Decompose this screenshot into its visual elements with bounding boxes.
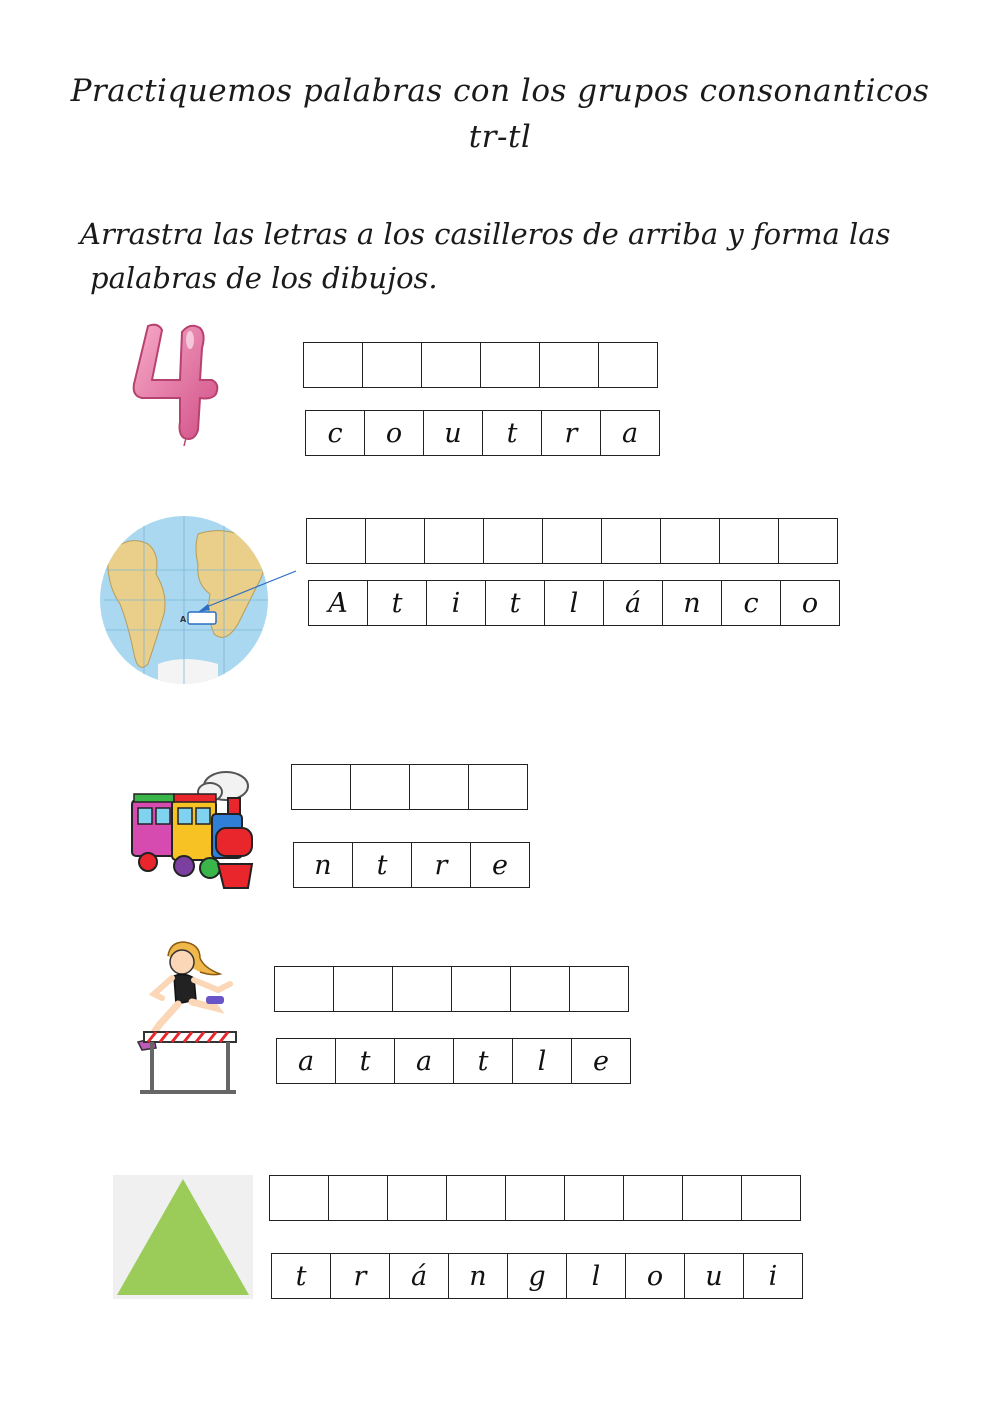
drop-slot[interactable] <box>483 518 543 564</box>
drop-slot[interactable] <box>303 342 363 388</box>
drop-slot[interactable] <box>719 518 779 564</box>
letter-tile[interactable]: i <box>426 580 486 626</box>
letter-tile[interactable]: t <box>335 1038 395 1084</box>
letter-tile[interactable]: o <box>364 410 424 456</box>
letter-tile[interactable]: o <box>625 1253 685 1299</box>
letter-tile[interactable]: l <box>512 1038 572 1084</box>
map-marker: A <box>180 615 187 624</box>
drop-slot[interactable] <box>598 342 658 388</box>
instructions-line-1: Arrastra las letras a los casilleros de arriba y forma las <box>80 217 891 251</box>
letter-tiles-4 <box>276 1038 631 1084</box>
letter-tile[interactable]: á <box>603 580 663 626</box>
drop-slot[interactable] <box>365 518 425 564</box>
letter-tile[interactable]: u <box>423 410 483 456</box>
drop-slot[interactable] <box>542 518 602 564</box>
letter-tile[interactable]: u <box>684 1253 744 1299</box>
drop-slot[interactable] <box>451 966 511 1012</box>
letter-tile[interactable]: e <box>571 1038 631 1084</box>
letter-tile[interactable]: i <box>743 1253 803 1299</box>
drop-slot[interactable] <box>539 342 599 388</box>
drop-slot[interactable] <box>421 342 481 388</box>
letter-tile[interactable]: g <box>507 1253 567 1299</box>
drop-slot[interactable] <box>424 518 484 564</box>
drop-slot[interactable] <box>569 966 629 1012</box>
answer-slots-4 <box>274 966 629 1012</box>
drop-slot[interactable] <box>387 1175 447 1221</box>
drop-slot[interactable] <box>468 764 528 810</box>
letter-tiles-5 <box>271 1253 803 1299</box>
hurdle-athlete-icon <box>134 938 244 1100</box>
letter-tile[interactable]: a <box>394 1038 454 1084</box>
letter-tiles-1 <box>305 410 660 456</box>
drop-slot[interactable] <box>778 518 838 564</box>
globe-atlantic-map-icon <box>98 514 298 690</box>
letter-tile[interactable]: t <box>485 580 545 626</box>
letter-tile[interactable]: n <box>662 580 722 626</box>
letter-tile[interactable]: r <box>330 1253 390 1299</box>
drop-slot[interactable] <box>505 1175 565 1221</box>
letter-tile[interactable]: t <box>367 580 427 626</box>
drop-slot[interactable] <box>510 966 570 1012</box>
letter-tile[interactable]: c <box>721 580 781 626</box>
letter-tile[interactable]: r <box>541 410 601 456</box>
drop-slot[interactable] <box>623 1175 683 1221</box>
letter-tile[interactable]: t <box>352 842 412 888</box>
page-title <box>0 68 1000 160</box>
letter-tile[interactable]: a <box>600 410 660 456</box>
answer-slots-1 <box>303 342 658 388</box>
number-four-balloon-icon <box>128 318 223 452</box>
letter-tile[interactable]: l <box>566 1253 626 1299</box>
letter-tile[interactable]: t <box>453 1038 513 1084</box>
drop-slot[interactable] <box>269 1175 329 1221</box>
drop-slot[interactable] <box>741 1175 801 1221</box>
letter-tile[interactable]: t <box>271 1253 331 1299</box>
letter-tile[interactable]: n <box>448 1253 508 1299</box>
drop-slot[interactable] <box>564 1175 624 1221</box>
drop-slot[interactable] <box>291 764 351 810</box>
title-line-2: tr-tl <box>468 119 532 155</box>
drop-slot[interactable] <box>480 342 540 388</box>
instructions <box>80 212 920 300</box>
drop-slot[interactable] <box>392 966 452 1012</box>
drop-slot[interactable] <box>601 518 661 564</box>
letter-tile[interactable]: r <box>411 842 471 888</box>
drop-slot[interactable] <box>409 764 469 810</box>
drop-slot[interactable] <box>682 1175 742 1221</box>
drop-slot[interactable] <box>446 1175 506 1221</box>
letter-tile[interactable]: á <box>389 1253 449 1299</box>
letter-tile[interactable]: n <box>293 842 353 888</box>
drop-slot[interactable] <box>306 518 366 564</box>
drop-slot[interactable] <box>328 1175 388 1221</box>
answer-slots-2 <box>306 518 838 564</box>
drop-slot[interactable] <box>333 966 393 1012</box>
title-line-1: Practiquemos palabras con los grupos consonanticos <box>70 73 930 109</box>
drop-slot[interactable] <box>362 342 422 388</box>
answer-slots-5 <box>269 1175 801 1221</box>
letter-tiles-3 <box>293 842 530 888</box>
answer-slots-3 <box>291 764 528 810</box>
letter-tile[interactable]: l <box>544 580 604 626</box>
letter-tiles-2 <box>308 580 840 626</box>
toy-train-icon <box>128 764 258 898</box>
letter-tile[interactable]: A <box>308 580 368 626</box>
letter-tile[interactable]: a <box>276 1038 336 1084</box>
green-triangle-icon <box>113 1175 253 1303</box>
letter-tile[interactable]: t <box>482 410 542 456</box>
letter-tile[interactable]: e <box>470 842 530 888</box>
letter-tile[interactable]: c <box>305 410 365 456</box>
instructions-line-2: palabras de los dibujos. <box>90 261 438 295</box>
drop-slot[interactable] <box>660 518 720 564</box>
drop-slot[interactable] <box>274 966 334 1012</box>
letter-tile[interactable]: o <box>780 580 840 626</box>
drop-slot[interactable] <box>350 764 410 810</box>
